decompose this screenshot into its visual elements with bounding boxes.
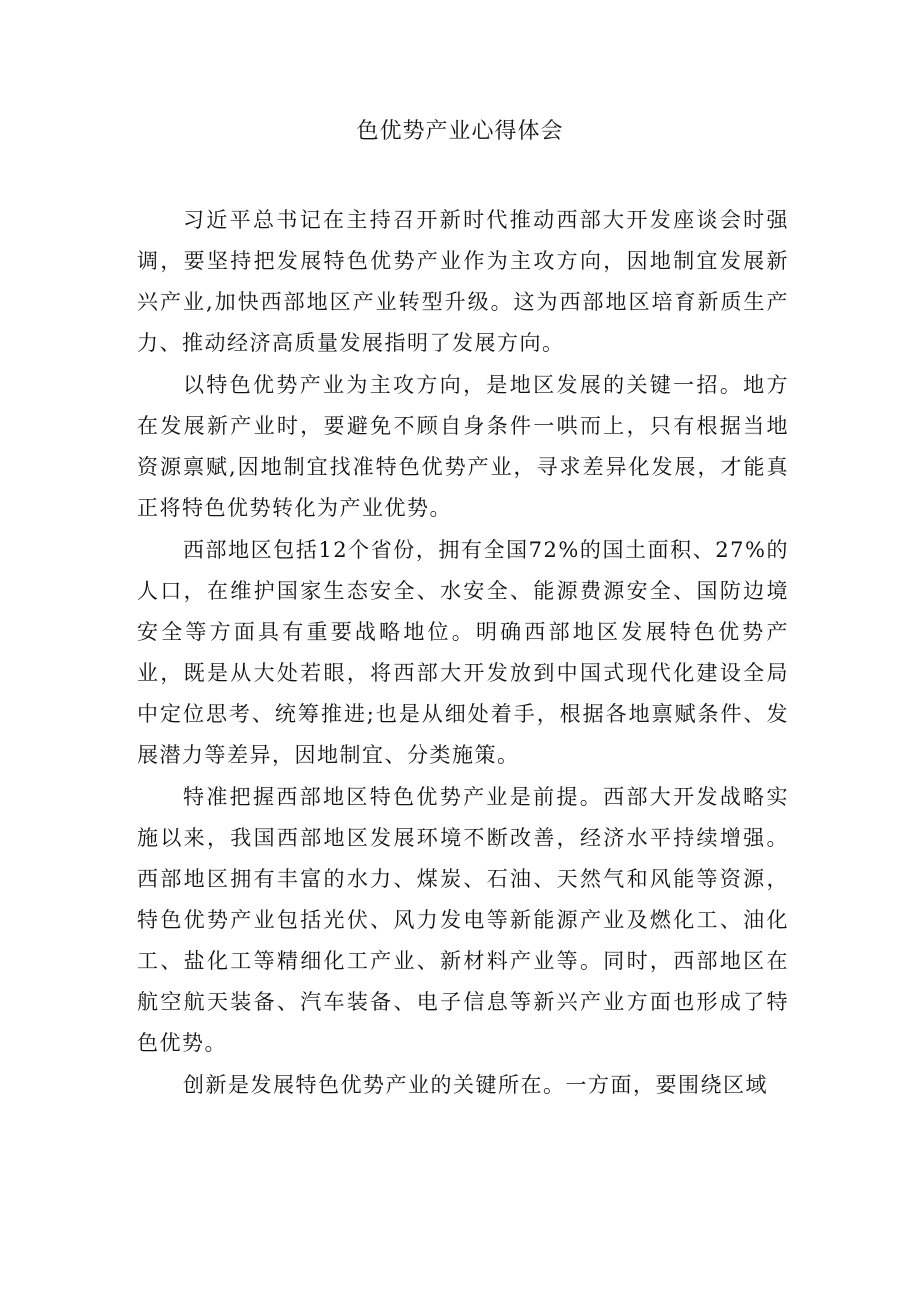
paragraph-2: 以特色优势产业为主攻方向，是地区发展的关键一招。地方在发展新产业时，要避免不顾自身条件一哄而上，只有根据当地资源禀赋,因地制宜找准特色优势产业，寻求差异化发展，才能真正将特色优势转化为产业优势。: [137, 373, 789, 520]
page-title: 色优势产业心得体会: [356, 119, 564, 144]
document-body: [137, 200, 789, 1106]
paragraph-1: 习近平总书记在主持召开新时代推动西部大开发座谈会时强调，要坚持把发展特色优势产业作为主攻方向，因地制宜发展新兴产业,加快西部地区产业转型升级。这为西部地区培育新质生产力、推动经济高质量发展指明了发展方向。: [137, 208, 789, 355]
paragraph-3: 西部地区包括12个省份，拥有全国72%的国土面积、27%的人口，在维护国家生态安全、水安全、能源费源安全、国防边境安全等方面具有重要战略地位。明确西部地区发展特色优势产业，既是从大处若眼，将西部大开发放到中国式现代化建设全局中定位思考、统筹推进;也是从细处着手，根据各地禀赋条件、发展潜力等差异，因地制宜、分类施策。: [137, 538, 789, 767]
paragraph-4: 特准把握西部地区特色优势产业是前提。西部大开发战略实施以来，我国西部地区发展环境不断改善，经济水平持续增强。西部地区拥有丰富的水力、煤炭、石油、天然气和风能等资源，特色优势产业包括光伏、风力发电等新能源产业及燃化工、油化工、盐化工等精细化工产业、新材料产业等。同时，西部地区在航空航天装备、汽车装备、电子信息等新兴产业方面也形成了特色优势。: [137, 785, 789, 1055]
paragraph-5: 创新是发展特色优势产业的关键所在。一方面，要围绕区域: [183, 1073, 768, 1097]
